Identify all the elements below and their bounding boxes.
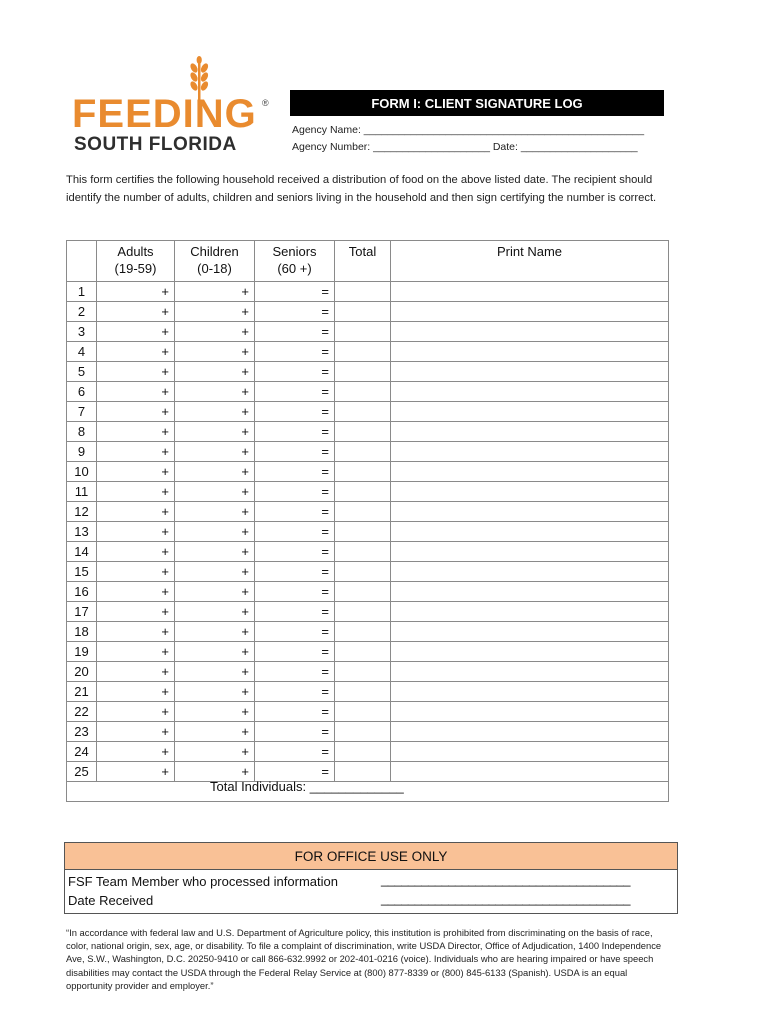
table-row	[67, 622, 669, 642]
equals-sign: =	[321, 544, 329, 559]
adults-cell[interactable]	[97, 662, 175, 682]
plus-sign: +	[241, 664, 249, 679]
adults-header: Adults (19-59)	[97, 241, 175, 282]
seniors-header: Seniors (60 +)	[255, 241, 335, 282]
seniors-cell[interactable]	[255, 362, 335, 382]
equals-sign: =	[321, 364, 329, 379]
print-name-cell[interactable]	[391, 582, 669, 602]
table-row	[67, 362, 669, 382]
plus-sign: +	[161, 364, 169, 379]
equals-sign: =	[321, 604, 329, 619]
equals-sign: =	[321, 704, 329, 719]
equals-sign: =	[321, 384, 329, 399]
adults-cell[interactable]	[97, 362, 175, 382]
adults-cell[interactable]	[97, 482, 175, 502]
adults-cell[interactable]	[97, 642, 175, 662]
adults-cell[interactable]	[97, 582, 175, 602]
table-row	[67, 302, 669, 322]
total-cell[interactable]	[335, 662, 391, 682]
adults-cell[interactable]	[97, 422, 175, 442]
adults-cell[interactable]	[97, 602, 175, 622]
plus-sign: +	[241, 724, 249, 739]
plus-sign: +	[161, 644, 169, 659]
plus-sign: +	[161, 444, 169, 459]
table-row	[67, 442, 669, 462]
children-cell[interactable]	[175, 342, 255, 362]
adults-cell[interactable]	[97, 282, 175, 302]
print-name-cell[interactable]	[391, 302, 669, 322]
equals-sign: =	[321, 424, 329, 439]
adults-cell[interactable]	[97, 742, 175, 762]
total-cell[interactable]	[335, 702, 391, 722]
total-cell[interactable]	[335, 382, 391, 402]
total-cell[interactable]	[335, 622, 391, 642]
print-name-cell[interactable]	[391, 282, 669, 302]
adults-cell[interactable]	[97, 622, 175, 642]
seniors-cell[interactable]	[255, 382, 335, 402]
children-cell[interactable]	[175, 422, 255, 442]
row-number: 8	[67, 422, 97, 442]
plus-sign: +	[161, 564, 169, 579]
agency-number-date-field[interactable]: Agency Number: ____________________ Date: ____________________	[292, 141, 638, 153]
seniors-cell[interactable]	[255, 342, 335, 362]
total-cell[interactable]	[335, 642, 391, 662]
equals-sign: =	[321, 344, 329, 359]
children-cell[interactable]	[175, 382, 255, 402]
seniors-cell[interactable]	[255, 282, 335, 302]
table-row	[67, 662, 669, 682]
seniors-cell[interactable]	[255, 402, 335, 422]
plus-sign: +	[241, 324, 249, 339]
plus-sign: +	[161, 524, 169, 539]
total-cell[interactable]	[335, 462, 391, 482]
row-number: 12	[67, 502, 97, 522]
row-number: 24	[67, 742, 97, 762]
plus-sign: +	[161, 624, 169, 639]
adults-cell[interactable]	[97, 322, 175, 342]
total-cell[interactable]	[335, 582, 391, 602]
equals-sign: =	[321, 764, 329, 779]
plus-sign: +	[161, 344, 169, 359]
total-cell[interactable]	[335, 482, 391, 502]
adults-cell[interactable]	[97, 522, 175, 542]
usda-disclaimer: “In accordance with federal law and U.S. Department of Agriculture policy, this institution is prohibited from discriminating on the basis of race, color, national origin, sex, age, or disability. To file a complaint of discrimination, write USDA Director, Office of Adjudication, 1400 Independence Ave, S.W., Washington, D.C. 20250-9410 or call 866-632.9992 or 202-401-0216 (voice). Individuals who are hearing impaired or have speech disabilities may contact the USDA through the Federal Relay Service at (800) 877-8339 or (800) 845-6133 (Spanish). USDA is an equal opportunity provider and employer.”	[66, 927, 662, 991]
feeding-south-florida-logo	[72, 56, 272, 156]
row-number: 11	[67, 482, 97, 502]
adults-cell[interactable]	[97, 722, 175, 742]
print-name-cell[interactable]	[391, 682, 669, 702]
plus-sign: +	[241, 624, 249, 639]
print-name-cell[interactable]	[391, 642, 669, 662]
team-member-label: FSF Team Member who processed information	[68, 874, 338, 889]
table-row	[67, 562, 669, 582]
row-number-header	[67, 241, 97, 282]
print-name-cell[interactable]	[391, 482, 669, 502]
table-row	[67, 462, 669, 482]
seniors-cell[interactable]	[255, 582, 335, 602]
seniors-cell[interactable]	[255, 642, 335, 662]
print-name-cell[interactable]	[391, 502, 669, 522]
equals-sign: =	[321, 664, 329, 679]
plus-sign: +	[241, 404, 249, 419]
plus-sign: +	[241, 504, 249, 519]
equals-sign: =	[321, 684, 329, 699]
children-header: Children (0-18)	[175, 241, 255, 282]
table-row	[67, 482, 669, 502]
table-row	[67, 722, 669, 742]
print-name-cell[interactable]	[391, 562, 669, 582]
plus-sign: +	[161, 704, 169, 719]
seniors-cell[interactable]	[255, 482, 335, 502]
total-individuals-field[interactable]: Total Individuals: _____________	[210, 779, 404, 794]
adults-cell[interactable]	[97, 342, 175, 362]
date-received-field[interactable]: _____________________________________	[381, 891, 631, 906]
equals-sign: =	[321, 644, 329, 659]
children-cell[interactable]	[175, 562, 255, 582]
equals-sign: =	[321, 464, 329, 479]
print-name-cell[interactable]	[391, 462, 669, 482]
children-cell[interactable]	[175, 722, 255, 742]
plus-sign: +	[241, 704, 249, 719]
adults-cell[interactable]	[97, 562, 175, 582]
adults-cell[interactable]	[97, 702, 175, 722]
print-name-cell[interactable]	[391, 342, 669, 362]
plus-sign: +	[161, 304, 169, 319]
seniors-cell[interactable]	[255, 682, 335, 702]
seniors-cell[interactable]	[255, 462, 335, 482]
row-number: 18	[67, 622, 97, 642]
plus-sign: +	[241, 684, 249, 699]
children-cell[interactable]	[175, 522, 255, 542]
equals-sign: =	[321, 324, 329, 339]
total-cell[interactable]	[335, 402, 391, 422]
plus-sign: +	[161, 664, 169, 679]
seniors-cell[interactable]	[255, 422, 335, 442]
seniors-cell[interactable]	[255, 302, 335, 322]
plus-sign: +	[241, 564, 249, 579]
plus-sign: +	[161, 604, 169, 619]
total-header: Total	[335, 241, 391, 282]
plus-sign: +	[241, 384, 249, 399]
adults-cell[interactable]	[97, 542, 175, 562]
plus-sign: +	[241, 544, 249, 559]
table-row	[67, 682, 669, 702]
total-cell[interactable]	[335, 342, 391, 362]
equals-sign: =	[321, 304, 329, 319]
plus-sign: +	[241, 604, 249, 619]
children-cell[interactable]	[175, 582, 255, 602]
row-number: 10	[67, 462, 97, 482]
equals-sign: =	[321, 524, 329, 539]
seniors-cell[interactable]	[255, 602, 335, 622]
children-cell[interactable]	[175, 502, 255, 522]
table-row	[67, 742, 669, 762]
date-received-label: Date Received	[68, 893, 154, 908]
children-cell[interactable]	[175, 742, 255, 762]
total-cell[interactable]	[335, 562, 391, 582]
table-row	[67, 342, 669, 362]
total-cell[interactable]	[335, 502, 391, 522]
table-row	[67, 282, 669, 302]
seniors-cell[interactable]	[255, 562, 335, 582]
plus-sign: +	[161, 324, 169, 339]
adults-cell[interactable]	[97, 402, 175, 422]
print-name-cell[interactable]	[391, 402, 669, 422]
plus-sign: +	[241, 644, 249, 659]
plus-sign: +	[161, 504, 169, 519]
plus-sign: +	[241, 464, 249, 479]
plus-sign: +	[241, 524, 249, 539]
seniors-cell[interactable]	[255, 622, 335, 642]
print-name-header: Print Name	[391, 241, 669, 282]
adults-cell[interactable]	[97, 462, 175, 482]
seniors-cell[interactable]	[255, 662, 335, 682]
print-name-cell[interactable]	[391, 382, 669, 402]
plus-sign: +	[241, 444, 249, 459]
row-number: 23	[67, 722, 97, 742]
children-cell[interactable]	[175, 482, 255, 502]
plus-sign: +	[161, 284, 169, 299]
row-number: 2	[67, 302, 97, 322]
total-cell[interactable]	[335, 542, 391, 562]
plus-sign: +	[161, 484, 169, 499]
total-cell[interactable]	[335, 282, 391, 302]
plus-sign: +	[241, 584, 249, 599]
row-number: 4	[67, 342, 97, 362]
print-name-cell[interactable]	[391, 322, 669, 342]
plus-sign: +	[241, 344, 249, 359]
table-row	[67, 542, 669, 562]
plus-sign: +	[241, 284, 249, 299]
seniors-cell[interactable]	[255, 742, 335, 762]
adults-cell[interactable]	[97, 682, 175, 702]
print-name-cell[interactable]	[391, 742, 669, 762]
children-cell[interactable]	[175, 442, 255, 462]
intro-text: This form certifies the following household received a distribution of food on the above listed date. The recipient should identify the number of adults, children and seniors living in the household and then sign certifying the number is correct.	[66, 174, 657, 204]
children-cell[interactable]	[175, 682, 255, 702]
table-row	[67, 582, 669, 602]
total-cell[interactable]	[335, 682, 391, 702]
total-cell[interactable]	[335, 522, 391, 542]
row-number: 22	[67, 702, 97, 722]
plus-sign: +	[241, 744, 249, 759]
equals-sign: =	[321, 624, 329, 639]
total-cell[interactable]	[335, 322, 391, 342]
total-cell[interactable]	[335, 722, 391, 742]
total-cell[interactable]	[335, 602, 391, 622]
seniors-cell[interactable]	[255, 442, 335, 462]
seniors-cell[interactable]	[255, 542, 335, 562]
table-row	[67, 422, 669, 442]
equals-sign: =	[321, 284, 329, 299]
table-row	[67, 322, 669, 342]
children-cell[interactable]	[175, 282, 255, 302]
row-number: 7	[67, 402, 97, 422]
total-cell[interactable]	[335, 742, 391, 762]
plus-sign: +	[241, 484, 249, 499]
plus-sign: +	[161, 544, 169, 559]
total-cell[interactable]	[335, 302, 391, 322]
plus-sign: +	[241, 764, 249, 779]
seniors-cell[interactable]	[255, 502, 335, 522]
print-name-cell[interactable]	[391, 442, 669, 462]
table-row	[67, 402, 669, 422]
row-number: 19	[67, 642, 97, 662]
plus-sign: +	[161, 404, 169, 419]
children-cell[interactable]	[175, 642, 255, 662]
children-cell[interactable]	[175, 322, 255, 342]
print-name-cell[interactable]	[391, 542, 669, 562]
form-title: FORM I: CLIENT SIGNATURE LOG	[290, 90, 664, 116]
office-use-box	[64, 842, 678, 914]
row-number: 21	[67, 682, 97, 702]
row-number: 6	[67, 382, 97, 402]
print-name-cell[interactable]	[391, 622, 669, 642]
children-cell[interactable]	[175, 402, 255, 422]
total-cell[interactable]	[335, 442, 391, 462]
seniors-cell[interactable]	[255, 722, 335, 742]
children-cell[interactable]	[175, 602, 255, 622]
plus-sign: +	[161, 764, 169, 779]
print-name-cell[interactable]	[391, 522, 669, 542]
plus-sign: +	[161, 744, 169, 759]
children-cell[interactable]	[175, 702, 255, 722]
children-cell[interactable]	[175, 302, 255, 322]
adults-cell[interactable]	[97, 382, 175, 402]
row-number: 15	[67, 562, 97, 582]
agency-name-field[interactable]: Agency Name: ________________________________________________	[292, 124, 645, 136]
print-name-cell[interactable]	[391, 722, 669, 742]
adults-cell[interactable]	[97, 442, 175, 462]
children-cell[interactable]	[175, 662, 255, 682]
table-row	[67, 642, 669, 662]
plus-sign: +	[161, 384, 169, 399]
children-cell[interactable]	[175, 622, 255, 642]
children-cell[interactable]	[175, 362, 255, 382]
row-number: 16	[67, 582, 97, 602]
print-name-cell[interactable]	[391, 762, 669, 782]
table-row	[67, 602, 669, 622]
row-number: 13	[67, 522, 97, 542]
logo-south-florida-text: SOUTH FLORIDA	[74, 134, 237, 155]
registered-mark: ®	[262, 98, 269, 108]
plus-sign: +	[161, 684, 169, 699]
row-number: 5	[67, 362, 97, 382]
children-cell[interactable]	[175, 462, 255, 482]
client-signature-table	[66, 240, 669, 802]
row-number: 9	[67, 442, 97, 462]
plus-sign: +	[241, 424, 249, 439]
row-number: 14	[67, 542, 97, 562]
print-name-cell[interactable]	[391, 422, 669, 442]
total-cell[interactable]	[335, 362, 391, 382]
table-row	[67, 522, 669, 542]
office-use-header: FOR OFFICE USE ONLY	[65, 843, 677, 870]
seniors-cell[interactable]	[255, 522, 335, 542]
row-number: 25	[67, 762, 97, 782]
seniors-cell[interactable]	[255, 322, 335, 342]
children-cell[interactable]	[175, 542, 255, 562]
print-name-cell[interactable]	[391, 662, 669, 682]
total-cell[interactable]	[335, 422, 391, 442]
equals-sign: =	[321, 584, 329, 599]
print-name-cell[interactable]	[391, 362, 669, 382]
equals-sign: =	[321, 504, 329, 519]
adults-cell[interactable]	[97, 762, 175, 782]
seniors-cell[interactable]	[255, 702, 335, 722]
plus-sign: +	[161, 424, 169, 439]
logo-feeding-text: FEEDING	[72, 92, 257, 136]
table-row	[67, 502, 669, 522]
print-name-cell[interactable]	[391, 602, 669, 622]
equals-sign: =	[321, 444, 329, 459]
adults-cell[interactable]	[97, 302, 175, 322]
table-row	[67, 702, 669, 722]
adults-cell[interactable]	[97, 502, 175, 522]
plus-sign: +	[161, 464, 169, 479]
row-number: 3	[67, 322, 97, 342]
equals-sign: =	[321, 744, 329, 759]
plus-sign: +	[161, 724, 169, 739]
plus-sign: +	[241, 304, 249, 319]
row-number: 17	[67, 602, 97, 622]
equals-sign: =	[321, 404, 329, 419]
equals-sign: =	[321, 724, 329, 739]
plus-sign: +	[161, 584, 169, 599]
table-row	[67, 382, 669, 402]
equals-sign: =	[321, 564, 329, 579]
plus-sign: +	[241, 364, 249, 379]
team-member-field[interactable]: _____________________________________	[381, 872, 631, 887]
row-number: 20	[67, 662, 97, 682]
equals-sign: =	[321, 484, 329, 499]
row-number: 1	[67, 282, 97, 302]
print-name-cell[interactable]	[391, 702, 669, 722]
